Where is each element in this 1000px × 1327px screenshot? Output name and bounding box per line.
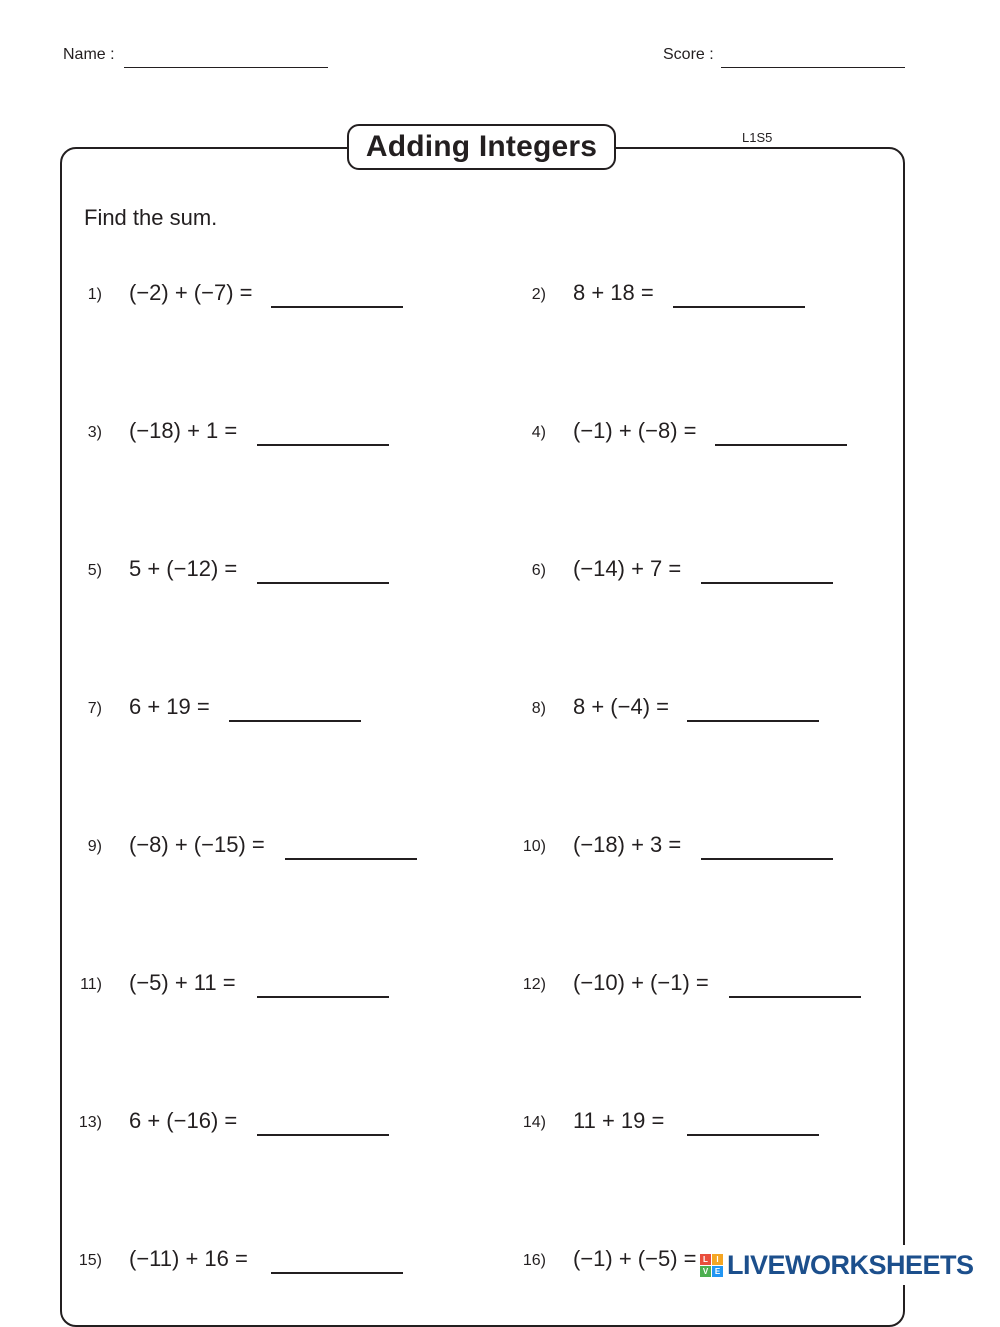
answer-line[interactable] xyxy=(257,582,389,584)
answer-line[interactable] xyxy=(285,858,417,860)
problem-number: 16) xyxy=(522,1252,546,1269)
problem-item xyxy=(78,1108,462,1138)
problem-item xyxy=(522,970,906,1000)
problem-number: 10) xyxy=(522,838,546,855)
problem-number: 11) xyxy=(80,976,102,993)
logo-letter: E xyxy=(712,1266,723,1277)
problem-expression: 8 + 18 = xyxy=(573,280,654,305)
score-answer-line[interactable] xyxy=(721,67,905,68)
problem-item xyxy=(82,418,462,448)
answer-line[interactable] xyxy=(687,720,819,722)
problem-number: 9) xyxy=(87,838,102,855)
problem-item xyxy=(82,970,462,1000)
answer-line[interactable] xyxy=(687,1134,819,1136)
problem-item xyxy=(82,832,462,862)
problem-number: 5) xyxy=(87,562,102,579)
problem-number: 7) xyxy=(87,700,102,717)
problem-expression: (−8) + (−15) = xyxy=(129,832,265,857)
problem-number: 15) xyxy=(78,1252,102,1269)
problem-expression: (−1) + (−5) = xyxy=(573,1246,697,1271)
problem-expression: (−5) + 11 = xyxy=(129,970,236,995)
answer-line[interactable] xyxy=(729,996,861,998)
problem-item xyxy=(82,556,462,586)
problem-number: 8) xyxy=(531,700,546,717)
problem-expression: (−14) + 7 = xyxy=(573,556,682,581)
problem-item xyxy=(522,832,906,862)
answer-line[interactable] xyxy=(271,306,403,308)
answer-line[interactable] xyxy=(715,444,847,446)
logo-letter: I xyxy=(712,1254,723,1265)
problem-number: 14) xyxy=(522,1114,546,1131)
score-label: Score : xyxy=(663,46,714,63)
problem-expression: (−10) + (−1) = xyxy=(573,970,709,995)
name-label: Name : xyxy=(63,46,115,63)
problem-item xyxy=(526,556,906,586)
problem-expression: (−1) + (−8) = xyxy=(573,418,697,443)
problem-expression: 5 + (−12) = xyxy=(129,556,238,581)
problem-expression: 6 + 19 = xyxy=(129,694,210,719)
answer-line[interactable] xyxy=(257,996,389,998)
problem-expression: (−11) + 16 = xyxy=(129,1246,248,1271)
logo-letter: V xyxy=(700,1266,711,1277)
answer-line[interactable] xyxy=(271,1272,403,1274)
worksheet-title: Adding Integers xyxy=(347,124,616,170)
problem-expression: 11 + 19 = xyxy=(573,1108,665,1133)
answer-line[interactable] xyxy=(673,306,805,308)
answer-line[interactable] xyxy=(701,582,833,584)
problem-number: 4) xyxy=(531,424,546,441)
problem-item xyxy=(522,1108,906,1138)
problem-expression: 6 + (−16) = xyxy=(129,1108,238,1133)
problem-expression: (−18) + 1 = xyxy=(129,418,238,443)
problem-item xyxy=(78,1246,462,1276)
problem-item xyxy=(526,280,906,310)
problem-expression: (−2) + (−7) = xyxy=(129,280,253,305)
problem-item xyxy=(526,694,906,724)
problem-number: 1) xyxy=(87,286,102,303)
worksheet-code: L1S5 xyxy=(742,130,773,145)
problem-number: 3) xyxy=(87,424,102,441)
problem-number: 2) xyxy=(531,286,546,303)
problem-expression: 8 + (−4) = xyxy=(573,694,670,719)
problem-item xyxy=(526,418,906,448)
name-answer-line[interactable] xyxy=(124,67,328,68)
answer-line[interactable] xyxy=(257,1134,389,1136)
liveworksheets-watermark xyxy=(700,1245,1000,1285)
logo-letter: L xyxy=(700,1254,711,1265)
liveworksheets-logo-icon xyxy=(700,1254,723,1277)
problem-number: 12) xyxy=(522,976,546,993)
answer-line[interactable] xyxy=(229,720,361,722)
problem-item xyxy=(82,694,462,724)
worksheet-frame xyxy=(60,147,905,1327)
problem-expression: (−18) + 3 = xyxy=(573,832,682,857)
watermark-text: LIVEWORKSHEETS xyxy=(727,1249,974,1280)
problem-item xyxy=(82,280,462,310)
answer-line[interactable] xyxy=(257,444,389,446)
instruction-text: Find the sum. xyxy=(84,205,218,230)
problem-number: 13) xyxy=(78,1114,102,1131)
problem-number: 6) xyxy=(531,562,546,579)
answer-line[interactable] xyxy=(701,858,833,860)
